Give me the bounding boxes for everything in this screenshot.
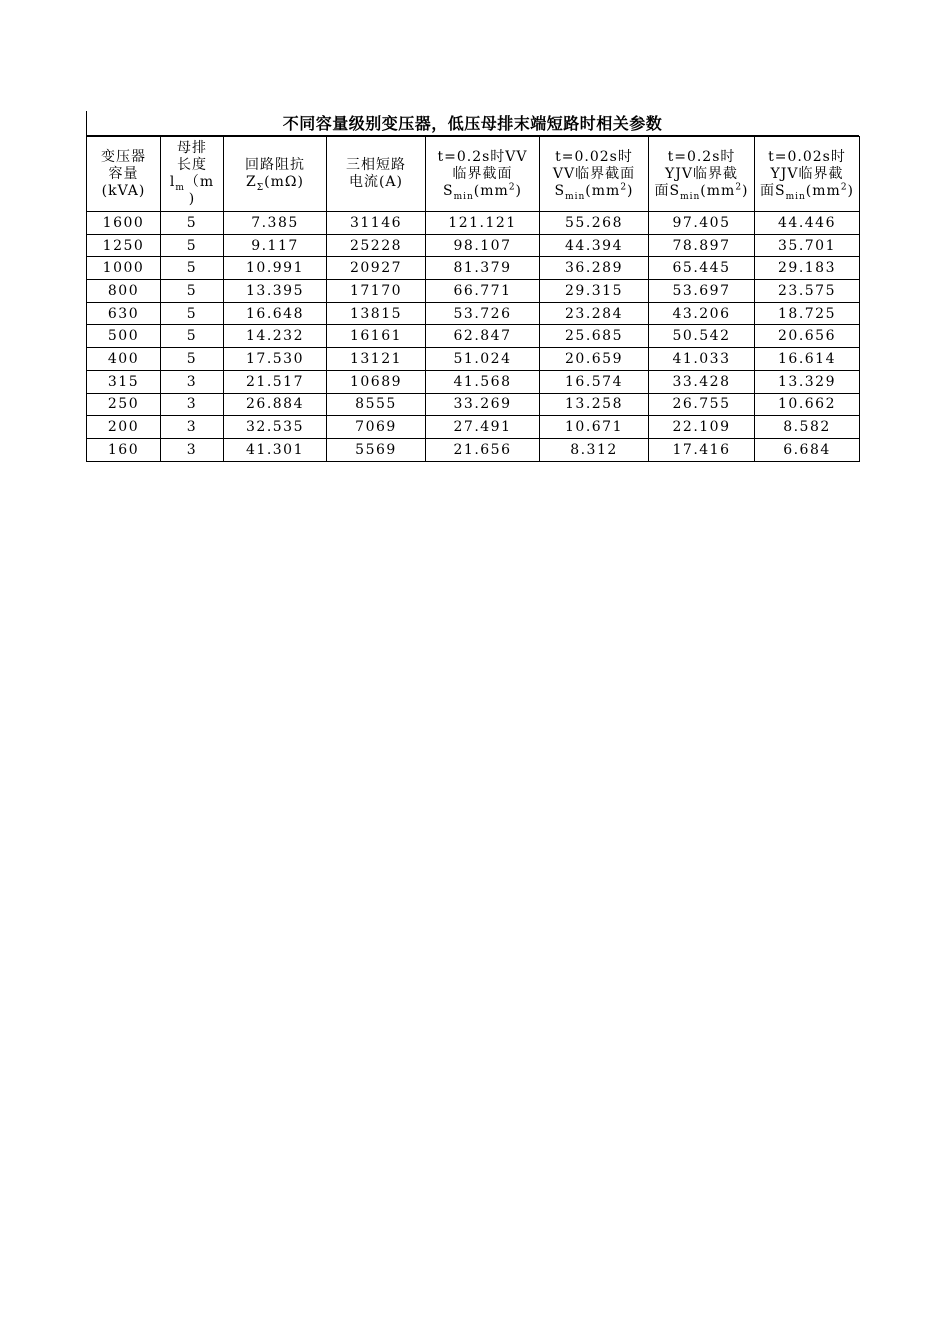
cell-short-circuit-current: 5569: [327, 438, 426, 461]
table-row: [87, 348, 860, 371]
header-vv-0-2s: t=0.2s时VV 临界截面 $S_{min}(mm^2)$: [426, 137, 540, 212]
cell-vv-0-2s: 81.379: [426, 257, 540, 280]
cell-vv-0-2s: 98.107: [426, 234, 540, 257]
header-loop-impedance: 回路阻抗 $Z_\Sigma(m\Omega)$: [224, 137, 327, 212]
table-row: [87, 393, 860, 416]
cell-yjv-0-2s: 33.428: [649, 370, 755, 393]
cell-vv-0-2s: 27.491: [426, 416, 540, 439]
cell-vv-0-02s: 29.315: [540, 280, 649, 303]
cell-short-circuit-current: 17170: [327, 280, 426, 303]
cell-short-circuit-current: 13121: [327, 348, 426, 371]
cell-vv-0-02s: 16.574: [540, 370, 649, 393]
cell-loop-impedance: 32.535: [224, 416, 327, 439]
cell-busbar-length: 5: [161, 302, 224, 325]
table-row: [87, 257, 860, 280]
cell-busbar-length: 3: [161, 438, 224, 461]
cell-yjv-0-02s: 29.183: [755, 257, 860, 280]
cell-vv-0-02s: 8.312: [540, 438, 649, 461]
cell-vv-0-2s: 62.847: [426, 325, 540, 348]
cell-busbar-length: 3: [161, 393, 224, 416]
cell-yjv-0-02s: 6.684: [755, 438, 860, 461]
cell-vv-0-2s: 121.121: [426, 212, 540, 235]
cell-yjv-0-02s: 35.701: [755, 234, 860, 257]
table-row: [87, 438, 860, 461]
cell-yjv-0-02s: 44.446: [755, 212, 860, 235]
cell-busbar-length: 3: [161, 416, 224, 439]
cell-busbar-length: 5: [161, 280, 224, 303]
cell-yjv-0-2s: 78.897: [649, 234, 755, 257]
cell-short-circuit-current: 31146: [327, 212, 426, 235]
cell-capacity: 1600: [87, 212, 161, 235]
header-row: [87, 137, 860, 212]
cell-vv-0-2s: 53.726: [426, 302, 540, 325]
cell-vv-0-02s: 23.284: [540, 302, 649, 325]
cell-loop-impedance: 21.517: [224, 370, 327, 393]
cell-busbar-length: 5: [161, 212, 224, 235]
cell-loop-impedance: 9.117: [224, 234, 327, 257]
cell-short-circuit-current: 16161: [327, 325, 426, 348]
cell-vv-0-2s: 51.024: [426, 348, 540, 371]
cell-vv-0-02s: 36.289: [540, 257, 649, 280]
header-yjv-0-2s: t=0.2s时 YJV临界截 面$S_{min}(mm^2)$: [649, 137, 755, 212]
header-yjv-0-02s: t=0.02s时 YJV临界截 面$S_{min}(mm^2)$: [755, 137, 860, 212]
header-three-phase-short-circuit-current: 三相短路 电流(A): [327, 137, 426, 212]
cell-vv-0-02s: 44.394: [540, 234, 649, 257]
cell-busbar-length: 5: [161, 234, 224, 257]
cell-yjv-0-02s: 18.725: [755, 302, 860, 325]
cell-capacity: 200: [87, 416, 161, 439]
transformer-parameters-table: [86, 136, 860, 462]
cell-short-circuit-current: 20927: [327, 257, 426, 280]
cell-yjv-0-2s: 50.542: [649, 325, 755, 348]
cell-yjv-0-2s: 97.405: [649, 212, 755, 235]
cell-busbar-length: 5: [161, 257, 224, 280]
cell-loop-impedance: 7.385: [224, 212, 327, 235]
header-transformer-capacity: 变压器 容量 (kVA): [87, 137, 161, 212]
cell-capacity: 160: [87, 438, 161, 461]
header-busbar-length: 母排 长度 $l_m(m$ ): [161, 137, 224, 212]
cell-yjv-0-2s: 65.445: [649, 257, 755, 280]
table-row: [87, 370, 860, 393]
cell-short-circuit-current: 10689: [327, 370, 426, 393]
cell-loop-impedance: 26.884: [224, 393, 327, 416]
table-row: [87, 416, 860, 439]
cell-yjv-0-2s: 53.697: [649, 280, 755, 303]
cell-capacity: 500: [87, 325, 161, 348]
cell-vv-0-2s: 41.568: [426, 370, 540, 393]
cell-yjv-0-02s: 16.614: [755, 348, 860, 371]
cell-vv-0-02s: 25.685: [540, 325, 649, 348]
cell-yjv-0-2s: 17.416: [649, 438, 755, 461]
cell-vv-0-02s: 20.659: [540, 348, 649, 371]
cell-capacity: 800: [87, 280, 161, 303]
cell-vv-0-2s: 33.269: [426, 393, 540, 416]
cell-capacity: 400: [87, 348, 161, 371]
cell-yjv-0-2s: 22.109: [649, 416, 755, 439]
table-row: [87, 234, 860, 257]
cell-loop-impedance: 10.991: [224, 257, 327, 280]
cell-short-circuit-current: 13815: [327, 302, 426, 325]
table-row: [87, 325, 860, 348]
cell-yjv-0-2s: 26.755: [649, 393, 755, 416]
spreadsheet-sheet: [86, 111, 859, 462]
cell-vv-0-02s: 13.258: [540, 393, 649, 416]
cell-yjv-0-2s: 41.033: [649, 348, 755, 371]
cell-capacity: 1000: [87, 257, 161, 280]
cell-capacity: 630: [87, 302, 161, 325]
table-body: [87, 212, 860, 462]
table-title: 不同容量级别变压器，低压母排末端短路时相关参数: [86, 111, 859, 136]
cell-yjv-0-02s: 13.329: [755, 370, 860, 393]
table-row: [87, 212, 860, 235]
cell-vv-0-2s: 21.656: [426, 438, 540, 461]
cell-busbar-length: 5: [161, 325, 224, 348]
cell-capacity: 1250: [87, 234, 161, 257]
cell-yjv-0-02s: 10.662: [755, 393, 860, 416]
table-row: [87, 280, 860, 303]
cell-vv-0-02s: 55.268: [540, 212, 649, 235]
header-vv-0-02s: t=0.02s时 VV临界截面 $S_{min}(mm^2)$: [540, 137, 649, 212]
cell-yjv-0-2s: 43.206: [649, 302, 755, 325]
cell-yjv-0-02s: 8.582: [755, 416, 860, 439]
cell-loop-impedance: 16.648: [224, 302, 327, 325]
cell-vv-0-02s: 10.671: [540, 416, 649, 439]
cell-busbar-length: 3: [161, 370, 224, 393]
cell-loop-impedance: 14.232: [224, 325, 327, 348]
table-row: [87, 302, 860, 325]
cell-yjv-0-02s: 23.575: [755, 280, 860, 303]
cell-capacity: 250: [87, 393, 161, 416]
cell-loop-impedance: 13.395: [224, 280, 327, 303]
cell-yjv-0-02s: 20.656: [755, 325, 860, 348]
cell-vv-0-2s: 66.771: [426, 280, 540, 303]
cell-short-circuit-current: 25228: [327, 234, 426, 257]
cell-short-circuit-current: 8555: [327, 393, 426, 416]
cell-short-circuit-current: 7069: [327, 416, 426, 439]
cell-capacity: 315: [87, 370, 161, 393]
cell-loop-impedance: 17.530: [224, 348, 327, 371]
cell-loop-impedance: 41.301: [224, 438, 327, 461]
cell-busbar-length: 5: [161, 348, 224, 371]
